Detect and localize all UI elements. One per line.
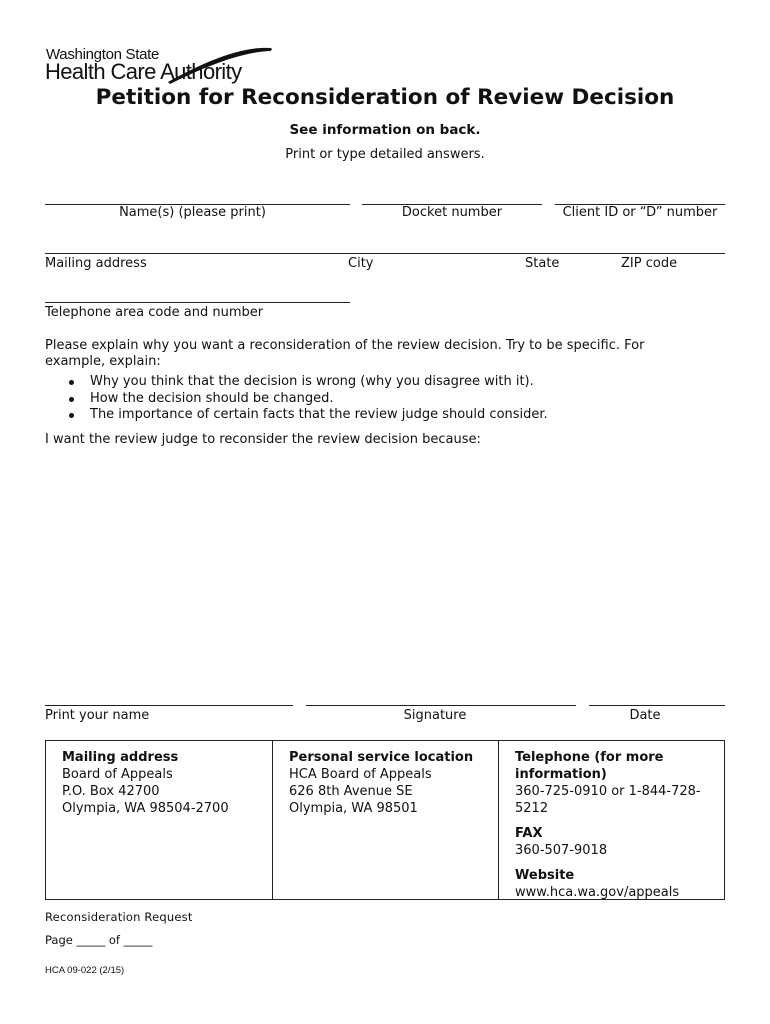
bullet-icon [69,413,74,418]
reason-answer-area[interactable] [45,455,725,695]
list-item: The importance of certain facts that the review judge should consider. [90,407,548,424]
bullet-icon [69,380,74,385]
personal-heading: Personal service location [289,750,474,765]
telephone-heading: Telephone (for more information) [515,750,664,782]
mailing-line: Board of Appeals [62,767,173,782]
website-link[interactable]: www.hca.wa.gov/appeals [515,885,680,900]
print-name-label: Print your name [45,708,150,723]
logo-line2: Health Care Authority [45,59,242,84]
logo-swoosh-icon [160,42,275,87]
print-name-field-line[interactable] [45,705,293,706]
bullet-icon [69,397,74,402]
website-heading: Website [515,868,575,883]
telephone-label: Telephone area code and number [45,305,264,320]
city-label: City [348,256,374,271]
address-field-line[interactable] [45,253,725,254]
client-id-label: Client ID or “D” number [562,205,718,220]
list-item: How the decision should be changed. [90,391,548,408]
docket-label: Docket number [401,205,503,220]
mailing-line: Olympia, WA 98504-2700 [62,801,229,816]
contact-info-box [45,740,725,900]
instructions-text: Please explain why you want a reconsideration of the review decision. Try to be specific. For example, explain: [45,338,645,369]
list-item: Why you think that the decision is wrong (why you disagree with it). [90,374,548,391]
signature-label: Signature [403,708,467,723]
subtitle: Print or type detailed answers. [285,147,485,162]
fax-number: 360-507-9018 [515,843,608,858]
signature-field-line[interactable] [306,705,576,706]
telephone-number: 360-725-0910 or 1-844-728-5212 [515,784,701,816]
mailing-line: P.O. Box 42700 [62,784,160,799]
telephone-column [498,741,726,899]
form-name: Reconsideration Request [45,910,193,924]
date-field-line[interactable] [589,705,725,706]
mailing-heading: Mailing address [62,750,179,765]
personal-line: Olympia, WA 98501 [289,801,418,816]
subtitle-bold: See information on back. [289,122,481,138]
mailing-address-column [46,741,273,899]
page-number-field[interactable]: Page _____ of _____ [45,933,153,947]
telephone-field-line[interactable] [45,302,350,303]
state-label: State [525,256,560,271]
form-number: HCA 09-022 (2/15) [45,965,125,976]
mailing-address-label: Mailing address [45,256,147,271]
logo-line1: Washington State [46,46,160,63]
instructions-list [45,374,548,424]
personal-service-column [272,741,499,899]
fax-heading: FAX [515,826,543,841]
reason-prompt: I want the review judge to reconsider the review decision because: [45,432,481,447]
zip-label: ZIP code [621,256,678,271]
date-label: Date [629,708,661,723]
personal-line: 626 8th Avenue SE [289,784,413,799]
names-label: Name(s) (please print) [119,205,266,220]
page-title: Petition for Reconsideration of Review Decision [95,85,675,110]
personal-line: HCA Board of Appeals [289,767,432,782]
